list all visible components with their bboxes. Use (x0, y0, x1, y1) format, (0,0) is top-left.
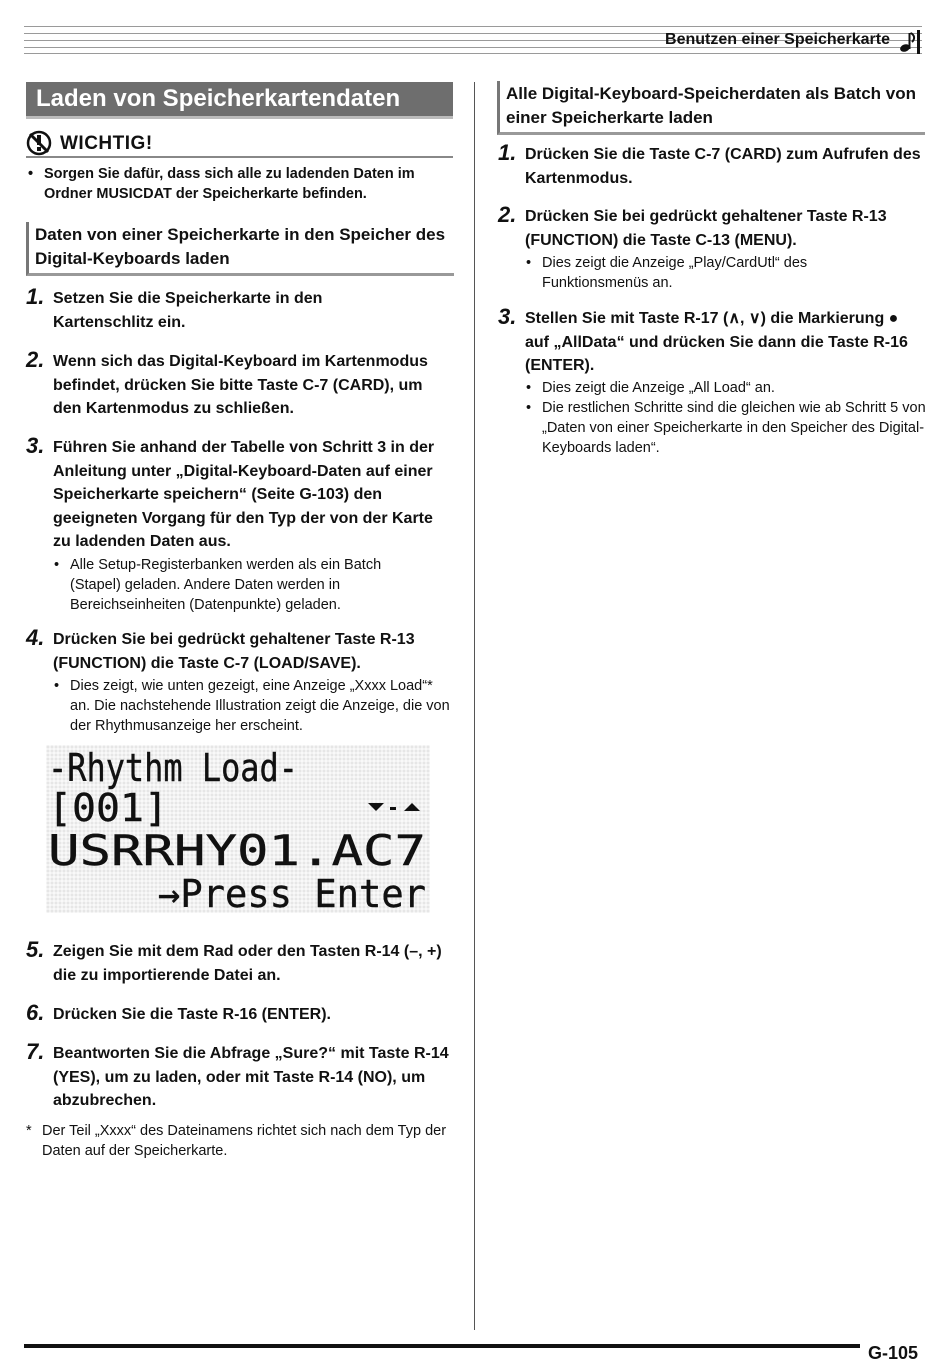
bullet-text: Die restlichen Schritte sind die gleichen wie ab Schritt 5 von „Daten von einer Speicherkarte in den Speicher des Digital-Keyboards laden“. (542, 400, 926, 456)
step-text: Beantworten Sie die Abfrage „Sure?“ mit Taste R-14 (YES), um zu laden, oder mit Taste R-14 (NO), um abzubrechen. (53, 1045, 449, 1109)
step-4-bullet: • Dies zeigt, wie unten gezeigt, eine Anzeige „Xxxx Load“* an. Die nachstehende Illustration zeigt die Anzeige, die von der Rhythmusanzeige her erscheint. (54, 676, 454, 738)
step-2 (26, 347, 428, 422)
step-number: 1. (498, 140, 517, 165)
lcd-line-1: -Rhythm Load- (48, 746, 298, 790)
subheading-batch-load: Alle Digital-Keyboard-Speicherdaten als Batch von einer Speicherkarte laden (497, 81, 925, 135)
warning-icon (26, 130, 54, 156)
step-4 (26, 625, 426, 678)
step-1 (26, 284, 426, 337)
subheading-load-to-keyboard: Daten von einer Speicherkarte in den Speicher des Digital-Keyboards laden (26, 222, 454, 276)
important-label: WICHTIG! (60, 133, 153, 154)
right-step-2-bullet: • Dies zeigt die Anzeige „Play/CardUtl“ des Funktionsmenüs an. (526, 253, 926, 295)
important-bullet-text: Sorgen Sie dafür, dass sich alle zu ladenden Daten im Ordner MUSICDAT der Speicherkarte befinden. (44, 166, 415, 202)
step-text: Drücken Sie die Taste R-16 (ENTER). (53, 1006, 331, 1023)
right-step-3-bullet-1: • Dies zeigt die Anzeige „All Load“ an. (526, 378, 926, 398)
section-title: Laden von Speicherkartendaten (26, 82, 453, 119)
important-heading (26, 128, 453, 158)
bullet-text: Dies zeigt die Anzeige „Play/CardUtl“ des Funktionsmenüs an. (542, 255, 808, 291)
right-step-3-bullet-2: • Die restlichen Schritte sind die gleichen wie ab Schritt 5 von „Daten von einer Speicherkarte in den Speicher des Digital-Keyboards laden“. (526, 400, 926, 456)
step-text: Drücken Sie bei gedrückt gehaltener Taste R-13 (FUNCTION) die Taste C-7 (LOAD/SAVE). (53, 631, 415, 672)
lcd-line-4: →Press Enter (158, 872, 426, 913)
footnote-mark: * (26, 1123, 32, 1139)
bullet-text: Dies zeigt die Anzeige „All Load“ an. (542, 380, 775, 396)
lcd-display-illustration (46, 745, 430, 913)
step-6 (26, 1000, 426, 1029)
column-divider (474, 82, 475, 1330)
header-title: Benutzen einer Speicherkarte (665, 31, 890, 48)
step-number: 3. (498, 304, 517, 329)
step-number: 4. (26, 625, 45, 650)
music-note-icon (898, 30, 920, 54)
footnote (26, 1121, 454, 1163)
lcd-line-3: USRRHY01.AC7 (48, 826, 427, 875)
page-number: G-105 (868, 1343, 919, 1363)
bullet-text: Dies zeigt, wie unten gezeigt, eine Anzeige „Xxxx Load“* an. Die nachstehende Illustration zeigt die Anzeige, die von der Rhythmusanzeige her erscheint. (70, 678, 450, 734)
step-number: 1. (26, 284, 45, 309)
step-number: 2. (498, 202, 517, 227)
footnote-text: Der Teil „Xxxx“ des Dateinamens richtet sich nach dem Typ der Daten auf der Speicherkarte. (42, 1123, 447, 1159)
step-number: 3. (26, 433, 45, 458)
step-text: Führen Sie anhand der Tabelle von Schritt 3 in der Anleitung unter „Digital-Keyboard-Daten auf einer Speicherkarte speichern“ (Seite G-103) den geeigneten Vorgang für den Typ der von der Karte zu ladenden Daten aus. (53, 439, 435, 550)
footer-rule (24, 1344, 860, 1348)
step-number: 5. (26, 937, 45, 962)
step-text: Drücken Sie bei gedrückt gehaltener Taste R-13 (FUNCTION) die Taste C-13 (MENU). (525, 208, 887, 249)
step-text: Setzen Sie die Speicherkarte in den Kartenschlitz ein. (53, 290, 323, 331)
step-number: 2. (26, 347, 45, 372)
step-3-bullet: • Alle Setup-Registerbanken werden als ein Batch (Stapel) geladen. Andere Daten werden in Bereichseinheiten (Datenpunkte) geladen. (54, 555, 414, 617)
bullet-text: Alle Setup-Registerbanken werden als ein Batch (Stapel) geladen. Andere Daten werden in Bereichseinheiten (Datenpunkte) geladen. (70, 557, 382, 613)
step-5 (26, 937, 442, 990)
step-text: Stellen Sie mit Taste R-17 (∧, ∨) die Markierung ● auf „AllData“ und drücken Sie dann die Taste R-16 (ENTER). (525, 310, 908, 374)
right-step-2 (498, 202, 926, 255)
important-bullet: • Sorgen Sie dafür, dass sich alle zu ladenden Daten im Ordner MUSICDAT der Speicherkarte befinden. (28, 164, 453, 204)
step-3 (26, 433, 435, 556)
lcd-line-2: [001] (48, 786, 168, 830)
step-7 (26, 1039, 449, 1114)
step-number: 6. (26, 1000, 45, 1025)
step-number: 7. (26, 1039, 45, 1064)
right-step-3 (498, 304, 926, 379)
right-step-1 (498, 140, 926, 193)
step-text: Wenn sich das Digital-Keyboard im Kartenmodus befindet, drücken Sie bitte Taste C-7 (CARD), um den Kartenmodus zu schließen. (53, 353, 428, 417)
step-text: Drücken Sie die Taste C-7 (CARD) zum Aufrufen des Kartenmodus. (525, 146, 921, 187)
step-text: Zeigen Sie mit dem Rad oder den Tasten R-14 (–, +) die zu importierende Datei an. (53, 943, 442, 984)
